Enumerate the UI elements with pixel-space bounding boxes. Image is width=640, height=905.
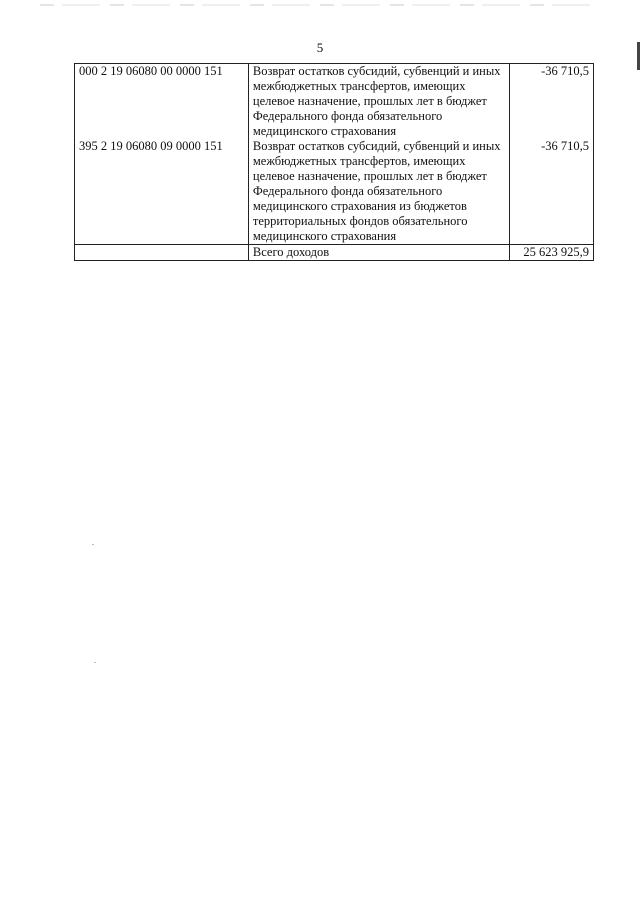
total-label: Всего доходов <box>248 245 509 261</box>
budget-code: 395 2 19 06080 09 0000 151 <box>75 139 249 245</box>
page-number: 5 <box>316 40 324 55</box>
scan-artifact-top <box>40 4 600 6</box>
total-row <box>75 245 594 261</box>
revenue-name: Возврат остатков субсидий, субвенций и иных межбюджетных трансфертов, имеющих целевое назначение, прошлых лет в бюджет Федерального фонда обязательного медицинского страхования из бюджетов территориальных фондов обязательного медицинского страхования <box>248 139 509 245</box>
table-row <box>75 64 594 140</box>
total-amount: 25 623 925,9 <box>510 245 594 261</box>
revenue-name: Возврат остатков субсидий, субвенций и иных межбюджетных трансфертов, имеющих целевое назначение, прошлых лет в бюджет Федерального фонда обязательного медицинского страхования <box>248 64 509 140</box>
budget-code: 000 2 19 06080 00 0000 151 <box>75 64 249 140</box>
revenue-amount: -36 710,5 <box>510 64 594 140</box>
revenue-table <box>74 63 594 261</box>
scan-speck <box>92 544 94 545</box>
revenue-amount: -36 710,5 <box>510 139 594 245</box>
scan-speck <box>94 662 96 663</box>
total-code <box>75 245 249 261</box>
table-row <box>75 139 594 245</box>
